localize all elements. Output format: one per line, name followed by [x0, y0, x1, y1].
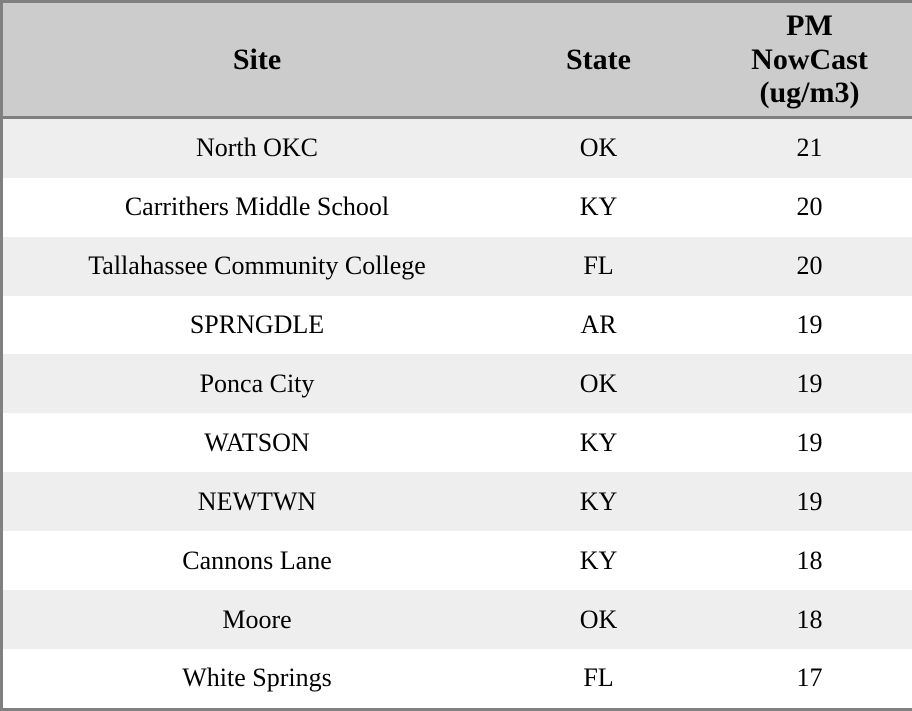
cell-state: KY: [579, 192, 618, 222]
cell-state: OK: [579, 368, 618, 398]
cell-state: OK: [579, 133, 618, 163]
cell-site: Ponca City: [199, 368, 315, 398]
cell-value: 18: [796, 545, 823, 575]
table-row: [3, 472, 912, 531]
table-row: [3, 354, 912, 413]
cell-state: FL: [583, 663, 614, 693]
cell-site: NEWTWN: [197, 486, 317, 516]
column-header-site: Site: [3, 3, 511, 117]
cell-value: 19: [796, 486, 823, 516]
table-header: [3, 3, 912, 117]
cell-state: KY: [579, 545, 618, 575]
cell-site: SPRNGDLE: [189, 309, 325, 339]
column-header-pm-nowcast-line3: (ug/m3): [759, 76, 860, 110]
cell-value: 20: [796, 251, 823, 281]
table-row: [3, 413, 912, 472]
cell-value: 19: [796, 368, 823, 398]
table-body: [3, 117, 912, 708]
cell-site: WATSON: [204, 427, 310, 457]
cell-state: OK: [579, 604, 618, 634]
table-row: [3, 649, 912, 708]
cell-value: 21: [796, 133, 823, 163]
cell-site: Carrithers Middle School: [124, 192, 390, 222]
table-row: [3, 531, 912, 590]
column-header-pm-nowcast: [686, 3, 912, 117]
cell-value: 19: [796, 427, 823, 457]
cell-state: AR: [580, 309, 617, 339]
cell-state: FL: [583, 251, 614, 281]
table-header-row: [3, 3, 912, 117]
table-row: [3, 117, 912, 177]
table-row: [3, 590, 912, 649]
cell-site: North OKC: [195, 133, 319, 163]
table-row: [3, 178, 912, 237]
column-header-state: State: [511, 3, 686, 117]
cell-state: KY: [579, 486, 618, 516]
cell-value: 17: [796, 663, 823, 693]
cell-value: 18: [796, 604, 823, 634]
column-header-pm-nowcast-line1: PM: [786, 9, 833, 42]
cell-site: Tallahassee Community College: [88, 251, 426, 281]
table-row: [3, 237, 912, 296]
cell-state: KY: [579, 427, 618, 457]
cell-value: 19: [796, 309, 823, 339]
cell-site: White Springs: [182, 663, 332, 693]
cell-site: Moore: [222, 604, 292, 634]
cell-site: Cannons Lane: [182, 545, 332, 575]
table-row: [3, 296, 912, 355]
column-header-pm-nowcast-line2: NowCast: [751, 42, 868, 76]
air-quality-table: [3, 3, 912, 708]
cell-value: 20: [796, 192, 823, 222]
